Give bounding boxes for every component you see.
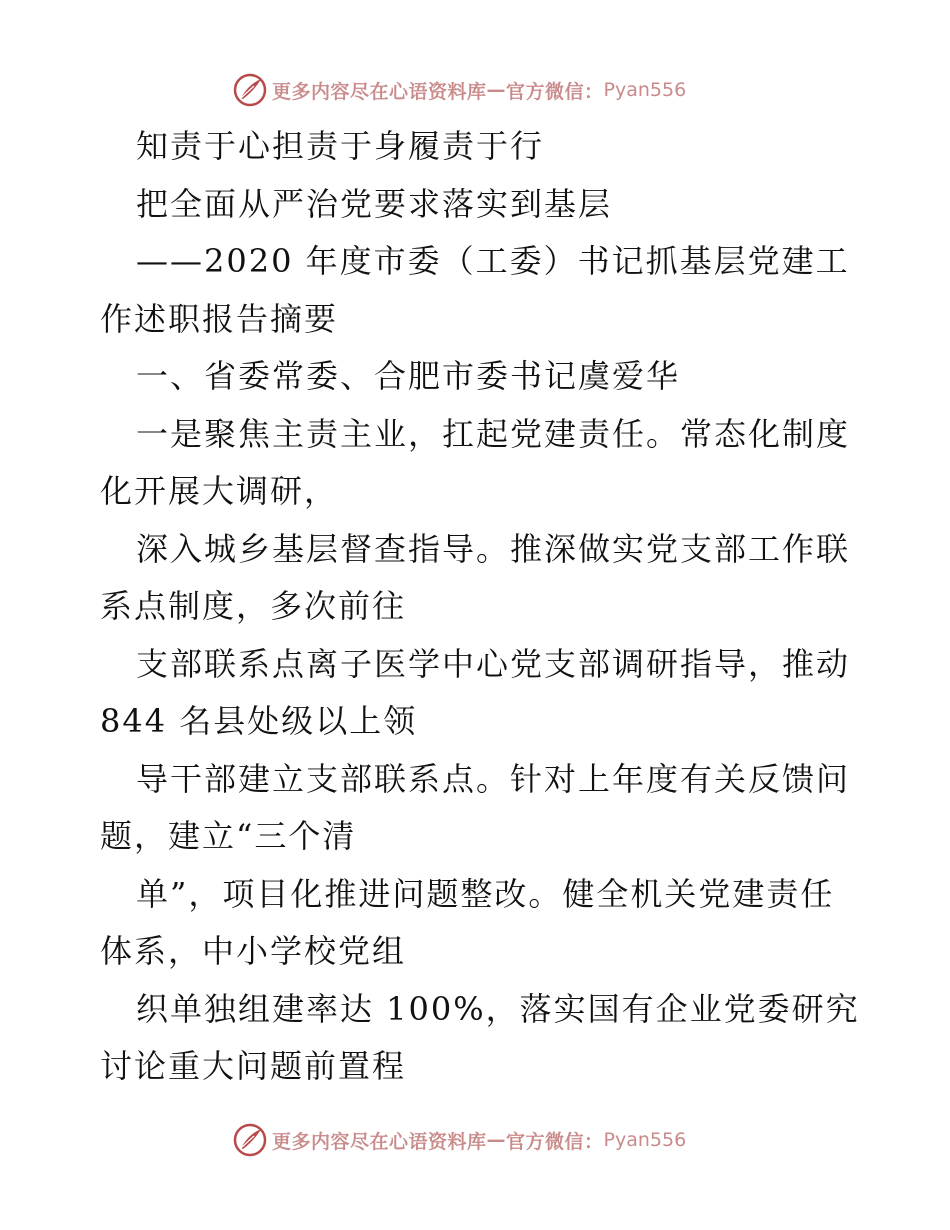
text-line: 导干部建立支部联系点。针对上年度有关反馈问 [136, 759, 851, 798]
text-line: 体系，中小学校党组 [100, 932, 407, 970]
footer-banner [232, 1120, 686, 1160]
text-line: 题，建立“三个清 [100, 817, 357, 855]
text-line: 化开展大调研， [100, 472, 339, 510]
text-line: 讨论重大问题前置程 [100, 1047, 407, 1085]
text-line: 知责于心担责于身履责于行 [136, 127, 545, 165]
feather-pen-logo-icon [232, 1122, 268, 1158]
banner-contact-label: 官方微信： [506, 80, 604, 103]
banner-contact-id: Pyan556 [603, 79, 687, 101]
banner-slogan: 更多内容尽在心语资料库 [272, 80, 487, 103]
banner-slogan: 更多内容尽在心语资料库 [272, 1130, 487, 1153]
text-line: 一、省委常委、合肥市委书记虞爱华 [136, 357, 681, 395]
document-body [100, 118, 860, 1096]
text-line: 系点制度，多次前往 [100, 587, 407, 625]
text-line: 把全面从严治党要求落实到基层 [136, 184, 613, 223]
feather-pen-logo-icon [232, 72, 268, 108]
text-line: 深入城乡基层督查指导。推深做实党支部工作联 [136, 529, 851, 568]
text-line: 844 名县处级以上领 [100, 702, 418, 740]
text-line: 单”，项目化推进问题整改。健全机关党建责任 [136, 874, 835, 913]
banner-contact-label: 官方微信： [506, 1130, 604, 1153]
text-line: 支部联系点离子医学中心党支部调研指导，推动 [136, 644, 851, 683]
banner-separator: — [486, 1129, 507, 1151]
text-line: 一是聚焦主责主业，扛起党建责任。常态化制度 [136, 414, 851, 453]
header-banner [232, 70, 686, 110]
text-line: 作述职报告摘要 [100, 299, 339, 338]
text-line: ——2020 年度市委（工委）书记抓基层党建工 [136, 242, 850, 280]
text-line: 织单独组建率达 100%，落实国有企业党委研究 [136, 989, 860, 1028]
banner-separator: — [486, 79, 507, 101]
banner-contact-id: Pyan556 [603, 1129, 687, 1151]
